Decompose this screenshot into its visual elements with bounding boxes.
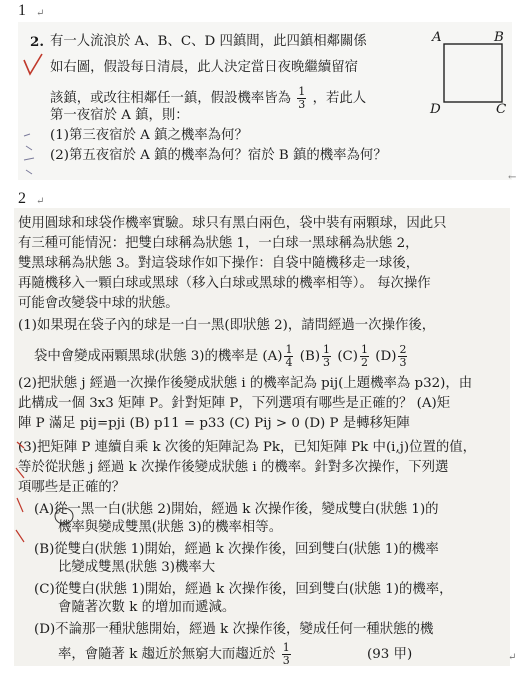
q3-option-d-line-2 xyxy=(58,642,412,667)
q2-line-3: 陣 P 滿足 pij=pji (B) p11 = p33 (C) Pij > 0 (D) P 是轉移矩陣 xyxy=(18,416,410,431)
source-label: (93 甲) xyxy=(367,647,413,662)
q3-option-d-text: 率，會隨著 k 趨近於無窮大而趨近於 xyxy=(58,647,276,662)
limit-fraction: $\frac{1}{3}$ xyxy=(282,641,290,667)
q1-option-d: (D) $\frac{2}{3}$ xyxy=(375,343,407,369)
q1-option-c: (C) $\frac{1}{2}$ xyxy=(337,343,369,369)
q3-option-b-line-2: 比變成雙黑(狀態 3)機率大 xyxy=(58,560,216,575)
q1-option-b: (B) $\frac{1}{3}$ xyxy=(299,343,331,369)
question-1-line-3-tail: ，若此人 xyxy=(312,91,367,106)
section-2-marker: 2 xyxy=(18,190,26,207)
circled-option-icon xyxy=(54,506,84,542)
fraction-numerator: 1 xyxy=(298,85,306,98)
question-1-line-1: 有一人流浪於 A、B、C、D 四鎮間，此四鎮相鄰關係 xyxy=(50,34,367,49)
question-number: 2. xyxy=(30,34,44,50)
q3-option-d-line-1: (D)不論那一種狀態開始，經過 k 次操作後，變成任何一種狀態的機 xyxy=(34,622,434,637)
section-1-marker: 1 xyxy=(18,2,26,19)
intro-line-4: 再隨機移入一顆白球或黑球（移入白球或黑球的機率相等）。 每次操作 xyxy=(18,276,431,291)
intro-line-1: 使用圓球和球袋作機率實驗。球只有黑白兩色，袋中裝有兩顆球，因此只 xyxy=(18,216,447,231)
q1-line-1: (1)如果現在袋子內的球是一白一黑(即狀態 2)，請問經過一次操作後， xyxy=(18,318,436,333)
q3-line-2: 等於從狀態 j 經過 k 次操作後變成狀態 i 的機率。針對多次操作，下列選 xyxy=(18,460,449,475)
question-1-scan xyxy=(18,22,512,180)
q3-line-1: (3)把矩陣 P 連續自乘 k 次後的矩陣記為 Pk，已知矩陣 Pk 中(i,j)位置的值， xyxy=(18,440,477,455)
question-1-part-1: (1)第三夜宿於 A 鎮之機率為何？ xyxy=(50,128,248,143)
handwritten-notes-icon xyxy=(20,132,42,178)
q1-line-2 xyxy=(34,344,409,369)
q3-option-c-line-2: 會隨著次數 k 的增加而遞減。 xyxy=(58,600,236,615)
q2-line-1: (2)把狀態 j 經過一次操作後變成狀態 i 的機率記為 pij(上題機率為 p32)，由 xyxy=(18,376,473,391)
q3-option-a-line-2: 機率與變成雙黑(狀態 3)的機率相等。 xyxy=(58,520,283,535)
question-1-line-2: 如右圖，假設每日清晨，此人決定當日夜晚繼續留宿 xyxy=(50,60,358,75)
question-2-scan xyxy=(14,208,510,666)
vertex-d-label: D xyxy=(430,102,441,117)
q3-line-3: 項哪些是正確的？ xyxy=(18,480,126,495)
q1-prompt: 袋中會變成兩顆黑球(狀態 3)的機率是 xyxy=(34,349,259,364)
paragraph-mark-icon: ↵ xyxy=(508,652,517,663)
question-1-part-2: (2)第五夜宿於 A 鎮的機率為何？宿於 B 鎮的機率為何？ xyxy=(50,148,387,163)
probability-fraction xyxy=(297,86,306,111)
question-1-line-4: 第一夜宿於 A 鎮，則： xyxy=(50,108,189,123)
q3-option-b-line-1: (B)從雙白(狀態 1)開始，經過 k 次操作後，回到雙白(狀態 1)的機率 xyxy=(34,542,439,557)
paragraph-mark-icon: ↵ xyxy=(36,196,45,207)
vertex-c-label: C xyxy=(496,102,507,117)
intro-line-2: 有三種可能情況：把雙白球稱為狀態 1，一白球一黑球稱為狀態 2， xyxy=(18,236,419,251)
paragraph-mark-icon: ↵ xyxy=(36,8,45,19)
vertex-b-label: B xyxy=(494,30,504,45)
vertex-a-label: A xyxy=(432,30,442,45)
handwritten-margin-notes-icon xyxy=(14,438,28,558)
intro-line-3: 雙黑球稱為狀態 3。對這袋球作如下操作：自袋中隨機移走一球後， xyxy=(18,256,420,271)
question-1-line-3-text: 該鎮，或改往相鄰任一鎮，假設機率皆為 xyxy=(50,91,292,106)
q3-option-a-line-1: (A)從一黑一白(狀態 2)開始，經過 k 次操作後，變成雙白(狀態 1)的 xyxy=(34,502,439,517)
q3-option-c-line-1: (C)從雙白(狀態 1)開始，經過 k 次操作後，回到雙白(狀態 1)的機率， xyxy=(34,582,453,597)
q2-line-2: 此構成一個 3x3 矩陣 P。針對矩陣 P，下列選項有哪些是正確的？ (A)矩 xyxy=(18,396,451,411)
fraction-denominator: 3 xyxy=(298,98,306,111)
check-mark-icon xyxy=(22,52,44,78)
q1-option-a: (A) $\frac{1}{4}$ xyxy=(262,343,293,369)
return-arrow-icon: ← xyxy=(508,172,517,183)
intro-line-5: 可能會改變袋中球的狀態。 xyxy=(18,296,179,311)
